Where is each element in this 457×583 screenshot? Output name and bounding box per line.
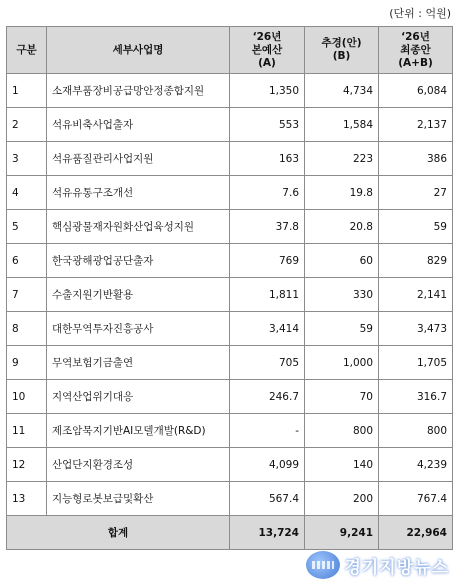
row-number: 13 — [7, 482, 47, 516]
table-row — [7, 244, 453, 278]
row-number: 10 — [7, 380, 47, 414]
row-number: 9 — [7, 346, 47, 380]
row-supp: 4,734 — [305, 74, 379, 108]
row-name: 석유유통구조개선 — [47, 176, 230, 210]
table-row — [7, 380, 453, 414]
watermark-text: 경기지방뉴스 — [344, 557, 449, 578]
row-base: 769 — [230, 244, 305, 278]
row-name: 산업단지환경조성 — [47, 448, 230, 482]
row-number: 5 — [7, 210, 47, 244]
header-final-line-3: (A+B) — [398, 56, 433, 69]
row-number: 1 — [7, 74, 47, 108]
row-final: 767.4 — [379, 482, 453, 516]
row-name: 수출지원기반활용 — [47, 278, 230, 312]
row-final: 800 — [379, 414, 453, 448]
row-supp: 20.8 — [305, 210, 379, 244]
row-base: - — [230, 414, 305, 448]
row-supp: 200 — [305, 482, 379, 516]
row-name: 소재부품장비공급망안정종합지원 — [47, 74, 230, 108]
row-final: 2,141 — [379, 278, 453, 312]
row-name: 한국광해광업공단출자 — [47, 244, 230, 278]
table-row — [7, 482, 453, 516]
header-base-line-2: 본예산 — [251, 43, 283, 56]
unit-note: (단위 : 억원) — [389, 7, 451, 20]
row-supp: 223 — [305, 142, 379, 176]
table-row — [7, 278, 453, 312]
row-base: 3,414 — [230, 312, 305, 346]
table-row — [7, 312, 453, 346]
header-no: 구분 — [7, 27, 47, 74]
header-row — [7, 27, 453, 74]
budget-table — [6, 26, 453, 550]
row-supp: 70 — [305, 380, 379, 414]
row-base: 1,350 — [230, 74, 305, 108]
total-base: 13,724 — [230, 516, 305, 550]
row-number: 3 — [7, 142, 47, 176]
header-base-line-1: ‘26년 — [252, 30, 282, 43]
watermark — [306, 551, 449, 579]
row-supp: 60 — [305, 244, 379, 278]
row-final: 27 — [379, 176, 453, 210]
row-name: 핵심광물재자원화산업육성지원 — [47, 210, 230, 244]
header-supp-line-1: 추경(안) — [321, 37, 362, 49]
row-final: 829 — [379, 244, 453, 278]
row-final: 316.7 — [379, 380, 453, 414]
header-base — [230, 27, 305, 74]
row-supp: 330 — [305, 278, 379, 312]
table-row — [7, 346, 453, 380]
row-number: 6 — [7, 244, 47, 278]
row-number: 7 — [7, 278, 47, 312]
table-row — [7, 108, 453, 142]
row-name: 지역산업위기대응 — [47, 380, 230, 414]
row-number: 12 — [7, 448, 47, 482]
row-base: 705 — [230, 346, 305, 380]
globe-logo-icon — [306, 551, 340, 579]
row-supp: 59 — [305, 312, 379, 346]
row-final: 2,137 — [379, 108, 453, 142]
header-supp — [305, 27, 379, 74]
row-number: 11 — [7, 414, 47, 448]
row-number: 2 — [7, 108, 47, 142]
total-row — [7, 516, 453, 550]
row-name: 무역보험기금출연 — [47, 346, 230, 380]
row-final: 386 — [379, 142, 453, 176]
header-final-line-1: ‘26년 — [401, 30, 430, 43]
row-base: 37.8 — [230, 210, 305, 244]
row-base: 246.7 — [230, 380, 305, 414]
row-base: 567.4 — [230, 482, 305, 516]
row-final: 1,705 — [379, 346, 453, 380]
header-base-line-3: (A) — [258, 56, 276, 69]
total-label: 합계 — [7, 516, 230, 550]
row-supp: 19.8 — [305, 176, 379, 210]
row-name: 석유비축사업출자 — [47, 108, 230, 142]
header-final — [379, 27, 453, 74]
row-base: 163 — [230, 142, 305, 176]
row-name: 석유품질관리사업지원 — [47, 142, 230, 176]
row-name: 대한무역투자진흥공사 — [47, 312, 230, 346]
row-base: 1,811 — [230, 278, 305, 312]
table-row — [7, 142, 453, 176]
row-supp: 1,584 — [305, 108, 379, 142]
row-supp: 800 — [305, 414, 379, 448]
row-final: 59 — [379, 210, 453, 244]
row-final: 6,084 — [379, 74, 453, 108]
header-final-line-2: 최종안 — [400, 43, 431, 56]
header-name: 세부사업명 — [47, 27, 230, 74]
row-supp: 140 — [305, 448, 379, 482]
total-supp: 9,241 — [305, 516, 379, 550]
row-final: 4,239 — [379, 448, 453, 482]
row-name: 제조암묵지기반AI모델개발(R&D) — [47, 414, 230, 448]
row-supp: 1,000 — [305, 346, 379, 380]
table-row — [7, 74, 453, 108]
row-base: 4,099 — [230, 448, 305, 482]
table-body — [7, 74, 453, 516]
table-row — [7, 210, 453, 244]
total-final: 22,964 — [379, 516, 453, 550]
row-final: 3,473 — [379, 312, 453, 346]
row-name: 지능형로봇보급및확산 — [47, 482, 230, 516]
row-base: 553 — [230, 108, 305, 142]
table-row — [7, 414, 453, 448]
row-number: 4 — [7, 176, 47, 210]
table-row — [7, 176, 453, 210]
row-number: 8 — [7, 312, 47, 346]
header-supp-line-2: (B) — [332, 50, 351, 62]
table-row — [7, 448, 453, 482]
row-base: 7.6 — [230, 176, 305, 210]
